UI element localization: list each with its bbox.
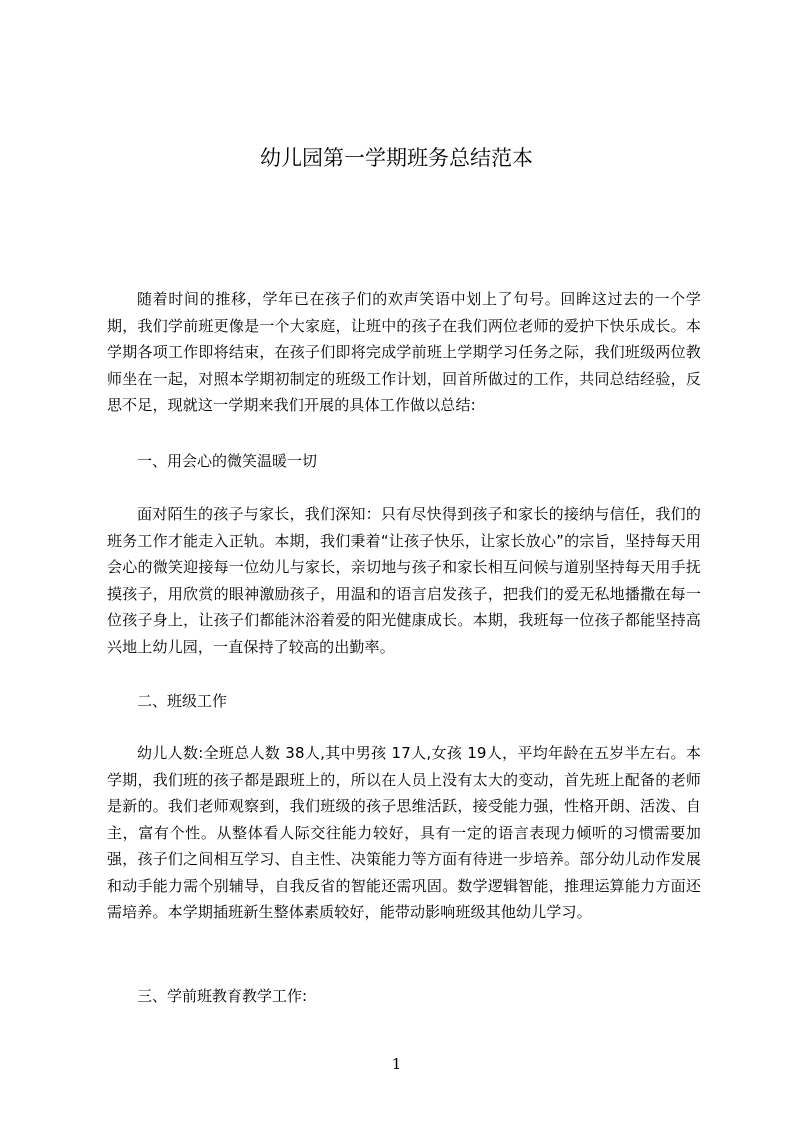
section-2-paragraph: 幼儿人数:全班总人数 38人,其中男孩 17人,女孩 19人，平均年龄在五岁半左右。本学期，我们班的孩子都是跟班上的，所以在人员上没有太大的变动，首先班上配备的老师是新的。我们老师观察到，我们班级的孩子思维活跃，接受能力强，性格开朗、活泼、自主，富有个性。从整体看人际交往能力较好，具有一定的语言表现力倾听的习惯需要加强，孩子们之间相互学习、自主性、决策能力等方面有待进一步培养。部分幼儿动作发展和动手能力需个别辅导，自我反省的智能还需巩固。数学逻辑智能，推理运算能力方面还需培养。本学期插班新生整体素质较好，能带动影响班级其他幼儿学习。: [107, 744, 701, 921]
section-1-paragraph: 面对陌生的孩子与家长，我们深知：只有尽快得到孩子和家长的接纳与信任，我们的班务工作才能走入正轨。本期，我们秉着“让孩子快乐，让家长放心”的宗旨，坚持每天用会心的微笑迎接每一位幼儿与家长，亲切地与孩子和家长相互问候与道别坚持每天用手抚摸孩子，用欣赏的眼神激励孩子，用温和的语言启发孩子，把我们的爱无私地播撒在每一位孩子身上，让孩子们都能沐浴着爱的阳光健康成长。本期，我班每一位孩子都能坚持高兴地上幼儿园，一直保持了较高的出勤率。: [107, 505, 701, 656]
section-heading-3: 三、学前班教育教学工作:: [137, 987, 308, 1005]
document-title: 幼儿园第一学期班务总结范本: [260, 146, 533, 170]
section-heading-1: 一、用会心的微笑温暖一切: [137, 452, 318, 470]
intro-paragraph: 随着时间的推移，学年已在孩子们的欢声笑语中划上了句号。回眸这过去的一个学期，我们学前班更像是一个大家庭，让班中的孩子在我们两位老师的爱护下快乐成长。本学期各项工作即将结束，在孩子们即将完成学前班上学期学习任务之际，我们班级两位教师坐在一起，对照本学期初制定的班级工作计划，回首所做过的工作，共同总结经验，反思不足，现就这一学期来我们开展的具体工作做以总结:: [107, 290, 701, 414]
section-heading-2: 二、班级工作: [137, 692, 228, 710]
page-number: 1: [391, 1055, 402, 1073]
